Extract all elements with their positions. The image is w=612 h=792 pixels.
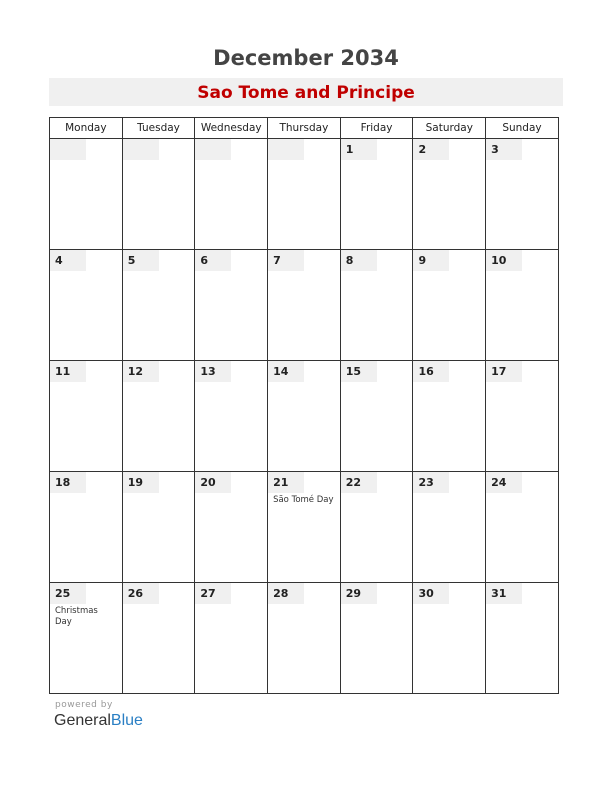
day-number: 8	[341, 250, 377, 271]
weekday-header: Thursday	[268, 118, 341, 139]
day-number	[195, 139, 231, 160]
day-cell	[340, 250, 413, 361]
day-cell	[268, 250, 341, 361]
day-number: 31	[486, 583, 522, 604]
day-cell	[413, 583, 486, 694]
day-cell	[268, 583, 341, 694]
powered-by-label: powered by	[55, 700, 113, 710]
week-row	[50, 472, 559, 583]
day-number: 20	[195, 472, 231, 493]
day-cell	[340, 472, 413, 583]
day-cell	[268, 472, 341, 583]
day-number: 30	[413, 583, 449, 604]
day-number: 26	[123, 583, 159, 604]
holiday-label: São Tomé Day	[273, 495, 334, 505]
day-cell	[122, 139, 195, 250]
day-number: 24	[486, 472, 522, 493]
day-number: 7	[268, 250, 304, 271]
calendar-grid	[49, 117, 559, 694]
day-number: 5	[123, 250, 159, 271]
day-cell	[268, 361, 341, 472]
day-cell	[340, 139, 413, 250]
day-number: 12	[123, 361, 159, 382]
day-number: 6	[195, 250, 231, 271]
day-number: 21	[268, 472, 304, 493]
day-cell	[50, 250, 123, 361]
week-row	[50, 250, 559, 361]
day-cell	[413, 472, 486, 583]
day-number: 9	[413, 250, 449, 271]
day-number: 23	[413, 472, 449, 493]
day-number: 17	[486, 361, 522, 382]
day-number: 15	[341, 361, 377, 382]
day-cell	[122, 583, 195, 694]
day-cell	[486, 472, 559, 583]
day-number: 29	[341, 583, 377, 604]
day-cell	[195, 583, 268, 694]
day-cell	[413, 250, 486, 361]
day-cell	[195, 472, 268, 583]
day-number: 27	[195, 583, 231, 604]
day-cell	[486, 583, 559, 694]
day-number: 1	[341, 139, 377, 160]
day-number: 19	[123, 472, 159, 493]
day-cell	[195, 139, 268, 250]
day-number: 4	[50, 250, 86, 271]
day-cell	[413, 139, 486, 250]
day-cell	[340, 361, 413, 472]
day-number: 22	[341, 472, 377, 493]
day-cell	[50, 583, 123, 694]
day-number: 14	[268, 361, 304, 382]
week-row	[50, 139, 559, 250]
day-cell	[50, 139, 123, 250]
logo-text-blue: Blue	[110, 712, 143, 729]
country-name: Sao Tome and Principe	[197, 83, 415, 103]
day-cell	[122, 472, 195, 583]
weekday-header: Wednesday	[195, 118, 268, 139]
day-cell	[486, 250, 559, 361]
day-cell	[122, 250, 195, 361]
day-number: 2	[413, 139, 449, 160]
week-row	[50, 361, 559, 472]
day-number: 10	[486, 250, 522, 271]
day-number: 16	[413, 361, 449, 382]
weekday-header-row	[50, 118, 559, 139]
weekday-header: Sunday	[486, 118, 559, 139]
day-cell	[195, 361, 268, 472]
day-cell	[268, 139, 341, 250]
day-cell	[486, 361, 559, 472]
day-cell	[195, 250, 268, 361]
holiday-label: Christmas Day	[55, 606, 98, 627]
weekday-header: Friday	[340, 118, 413, 139]
day-number: 25	[50, 583, 86, 604]
weekday-header: Monday	[50, 118, 123, 139]
day-number	[268, 139, 304, 160]
day-number: 28	[268, 583, 304, 604]
day-number	[123, 139, 159, 160]
day-number: 18	[50, 472, 86, 493]
day-cell	[122, 361, 195, 472]
country-banner	[49, 78, 563, 106]
day-cell	[50, 472, 123, 583]
generalblue-logo[interactable]	[54, 712, 143, 730]
weekday-header: Tuesday	[122, 118, 195, 139]
day-cell	[486, 139, 559, 250]
day-cell	[340, 583, 413, 694]
logo-text-general: General	[54, 712, 111, 729]
day-cell	[413, 361, 486, 472]
week-row	[50, 583, 559, 694]
day-number: 3	[486, 139, 522, 160]
day-number: 11	[50, 361, 86, 382]
day-number: 13	[195, 361, 231, 382]
weekday-header: Saturday	[413, 118, 486, 139]
day-cell	[50, 361, 123, 472]
page-title: December 2034	[213, 46, 399, 70]
day-number	[50, 139, 86, 160]
